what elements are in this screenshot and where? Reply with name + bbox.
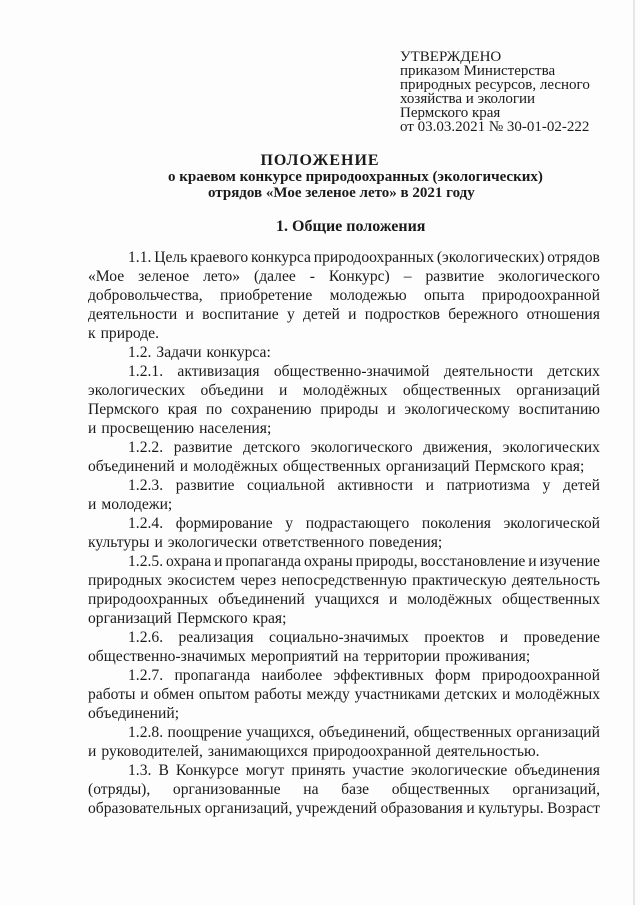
body-line: 1.2.4. формирование у подрастающего поколения экологической: [128, 515, 600, 532]
body-line: деятельности и воспитание у детей и подростков бережного отношения: [88, 306, 600, 323]
approval-line: природных ресурсов, лесного: [400, 77, 590, 93]
approval-line: приказом Министерства: [400, 63, 556, 79]
section-heading: 1. Общие положения: [276, 218, 426, 235]
body-line: «Мое зеленое лето» (далее - Конкурс) – развитие экологического: [88, 268, 600, 285]
body-line: 1.2. Задачи конкурса:: [128, 344, 271, 361]
document-title: ПОЛОЖЕНИЕ: [260, 152, 380, 169]
body-line: к природе.: [88, 325, 159, 342]
document-subtitle-line-2: отрядов «Мое зеленое лето» в 2021 году: [208, 185, 475, 201]
body-line: 1.2.3. развитие социальной активности и патриотизма у детей: [128, 477, 600, 494]
body-line: и просвещению населения;: [88, 420, 272, 437]
approval-line: хозяйства и экологии: [400, 91, 536, 107]
approval-line: от 03.03.2021 № 30-01-02-222: [400, 119, 590, 135]
body-line: 1.1. Цель краевого конкурса природоохранных (экологических) отрядов: [128, 249, 600, 266]
body-line: 1.2.6. реализация социально-значимых проектов и проведение: [128, 629, 600, 646]
approval-line: Пермского края: [400, 105, 501, 121]
body-line: добровольчества, приобретение молодежью опыта природоохранной: [88, 287, 600, 304]
body-line: объединений;: [88, 705, 180, 722]
body-line: Пермского края по сохранению природы и экологическому воспитанию: [88, 401, 600, 418]
scan-edge: [633, 0, 635, 905]
body-line: работы и обмен опытом работы между участниками детских и молодёжных: [88, 686, 600, 703]
body-line: культуры и экологически ответственного поведения;: [88, 534, 443, 551]
body-line: образовательных организаций, учреждений образования и культуры. Возраст: [88, 800, 600, 817]
body-line: общественно-значимых мероприятий на территории проживания;: [88, 648, 531, 665]
body-line: объединений и молодёжных общественных организаций Пермского края;: [88, 458, 585, 475]
body-line: 1.2.5. охрана и пропаганда охраны природы, восстановление и изучение: [128, 553, 600, 570]
body-line: 1.2.1. активизация общественно-значимой деятельности детских: [128, 363, 600, 380]
approval-stamp: [400, 50, 615, 134]
body-line: и молодежи;: [88, 496, 173, 513]
body-line: 1.2.7. пропаганда наиболее эффективных форм природоохранной: [128, 667, 600, 684]
body-line: и руководителей, занимающихся природоохранной деятельностью.: [88, 743, 540, 760]
approval-line: УТВЕРЖДЕНО: [400, 49, 502, 65]
body-line: 1.2.8. поощрение учащихся, объединений, общественных организаций: [128, 724, 600, 741]
body-line: организаций Пермского края;: [88, 610, 287, 627]
document-body: [88, 248, 600, 818]
body-line: природоохранных объединений учащихся и молодёжных общественных: [88, 591, 600, 608]
body-line: (отряды), организованные на базе общественных организаций,: [88, 781, 600, 798]
document-subtitle-line-1: о краевом конкурсе природоохранных (экологических): [168, 169, 543, 185]
body-line: 1.2.2. развитие детского экологического движения, экологических: [128, 439, 600, 456]
body-line: 1.3. В Конкурсе могут принять участие экологические объединения: [128, 762, 600, 779]
body-line: природных экосистем через непосредственную практическую деятельность: [88, 572, 600, 589]
body-line: экологических объедини и молодёжных общественных организаций: [88, 382, 600, 399]
